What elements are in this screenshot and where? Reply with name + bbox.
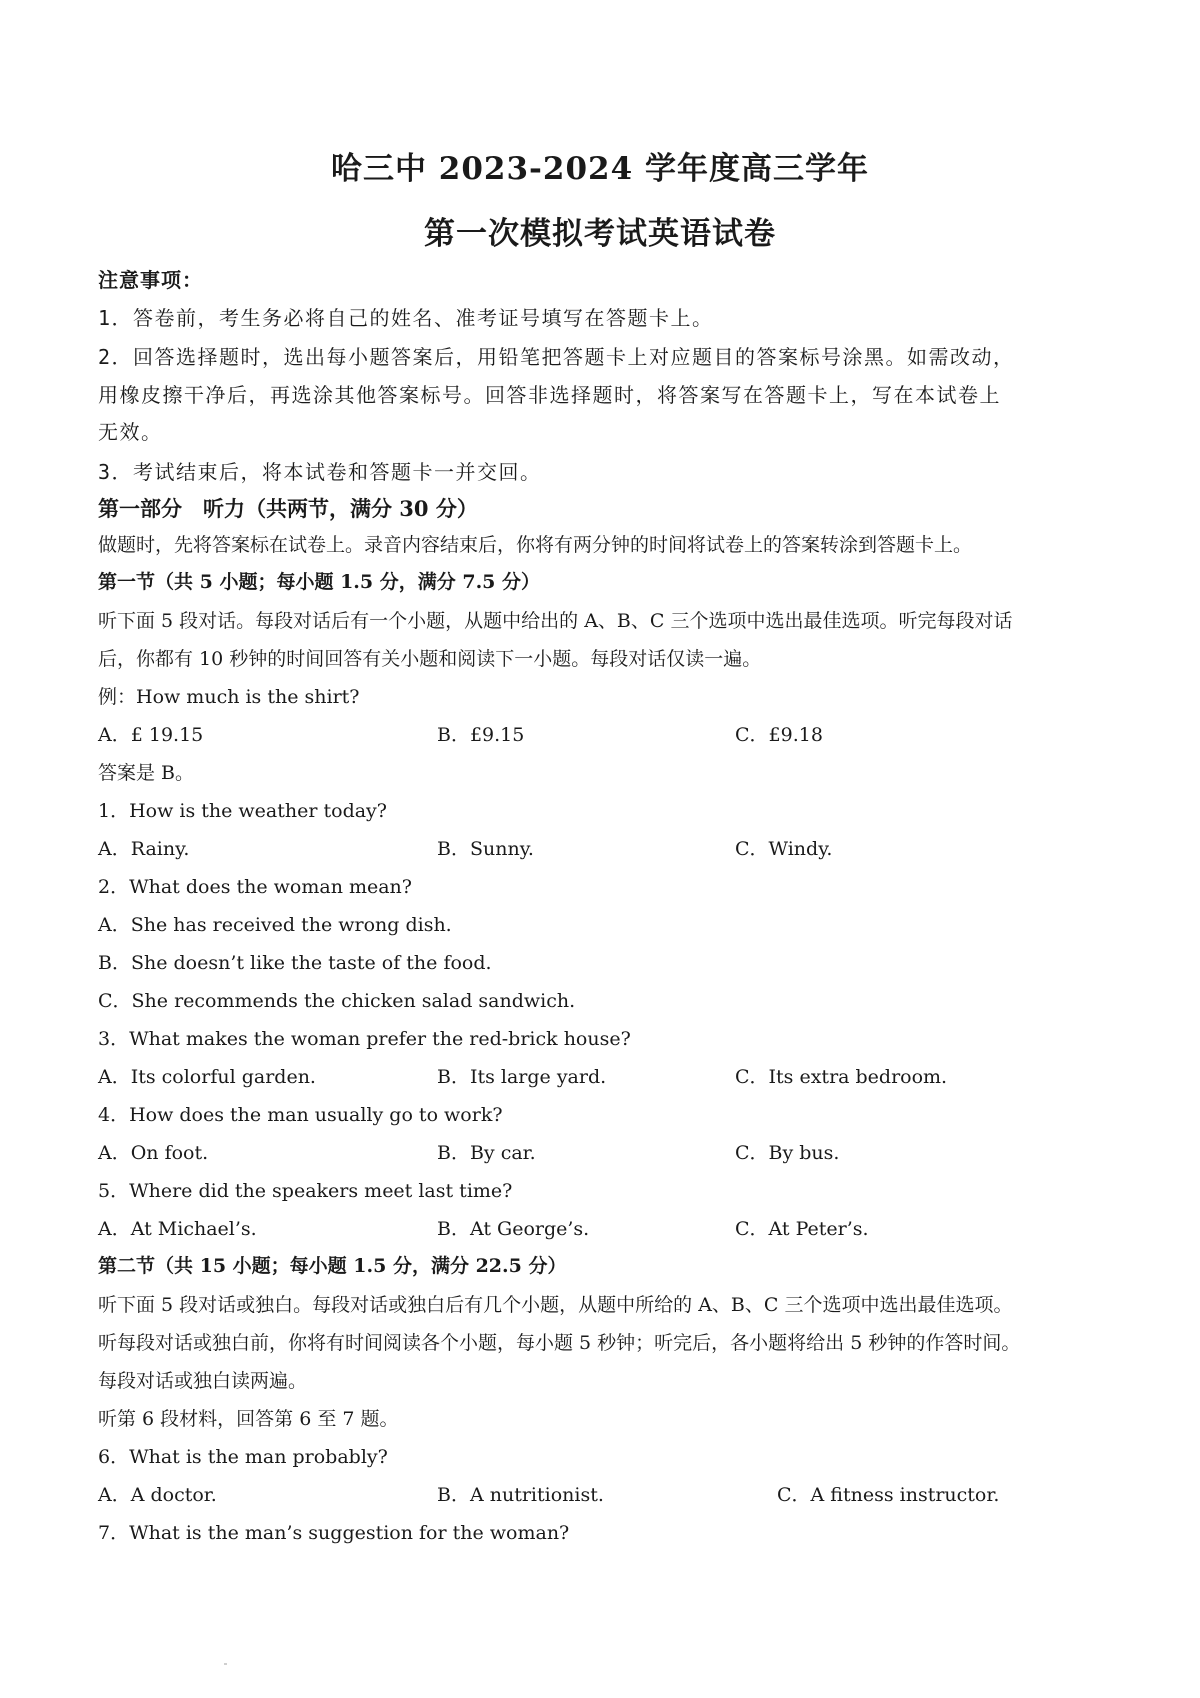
question-7: 7．What is the man’s suggestion for the woman? [98, 1522, 570, 1544]
question-2-option-c: C．She recommends the chicken salad sandwich. [98, 990, 576, 1012]
question-4-option-a: A．On foot. [98, 1142, 209, 1164]
question-2-option-a: A．She has received the wrong dish. [98, 914, 452, 936]
section2-instruction-line-3: 每段对话或独白读两遍。 [98, 1370, 308, 1392]
section2-heading: 第二节（共 15 小题；每小题 1.5 分，满分 22.5 分） [98, 1255, 567, 1277]
section2-instruction-line-2: 听每段对话或独白前，你将有时间阅读各个小题，每小题 5 秒钟；听完后，各小题将给出 5 秒钟的作答时间。 [98, 1332, 1021, 1354]
example-answer: 答案是 B。 [98, 762, 195, 784]
question-5-option-a: A．At Michael’s. [98, 1218, 257, 1240]
part1-heading: 第一部分 听力（共两节，满分 30 分） [98, 496, 478, 521]
question-3-option-c: C．Its extra bedroom. [735, 1066, 948, 1088]
exam-subtitle: 第一次模拟考试英语试卷 [424, 216, 776, 252]
notice-item-2-line-3: 无效。 [98, 420, 163, 444]
question-4-option-c: C．By bus. [735, 1142, 840, 1164]
section2-instruction-line-1: 听下面 5 段对话或独白。每段对话或独白后有几个小题，从题中所给的 A、B、C 三个选项中选出最佳选项。 [98, 1294, 1013, 1316]
example-question: 例：How much is the shirt? [98, 686, 360, 708]
question-1-option-b: B．Sunny. [437, 838, 534, 860]
question-5-option-c: C．At Peter’s. [735, 1218, 869, 1240]
question-6-option-c: C．A fitness instructor. [777, 1484, 1000, 1506]
question-6-option-a: A．A doctor. [98, 1484, 217, 1506]
question-1-option-a: A．Rainy. [98, 838, 190, 860]
question-6-option-b: B．A nutritionist. [437, 1484, 604, 1506]
question-2-option-b: B．She doesn’t like the taste of the food. [98, 952, 492, 974]
material-6-instruction: 听第 6 段材料，回答第 6 至 7 题。 [98, 1408, 399, 1430]
question-3-option-a: A．Its colorful garden. [98, 1066, 316, 1088]
example-option-b: B．£9.15 [437, 724, 525, 746]
section1-heading: 第一节（共 5 小题；每小题 1.5 分，满分 7.5 分） [98, 571, 541, 593]
question-5-option-b: B．At George’s. [437, 1218, 590, 1240]
notice-item-2-line-2: 用橡皮擦干净后，再选涂其他答案标号。回答非选择题时，将答案写在答题卡上，写在本试卷上 [98, 383, 1001, 407]
exam-title: 哈三中 2023-2024 学年度高三学年 [330, 151, 869, 187]
notice-item-1: 1．答卷前，考生务必将自己的姓名、准考证号填写在答题卡上。 [98, 306, 714, 330]
question-1-option-c: C．Windy. [735, 838, 833, 860]
question-6: 6．What is the man probably? [98, 1446, 388, 1468]
notice-item-2-line-1: 2．回答选择题时，选出每小题答案后，用铅笔把答题卡上对应题目的答案标号涂黑。如需改动， [98, 345, 1015, 369]
notice-item-3: 3．考试结束后，将本试卷和答题卡一并交回。 [98, 460, 542, 484]
example-option-a: A．£ 19.15 [98, 724, 204, 746]
section1-instruction-line-1: 听下面 5 段对话。每段对话后有一个小题，从题中给出的 A、B、C 三个选项中选出最佳选项。听完每段对话 [98, 610, 1013, 632]
scan-speck [224, 1663, 227, 1665]
question-3: 3．What makes the woman prefer the red-brick house? [98, 1028, 631, 1050]
example-option-c: C．£9.18 [735, 724, 823, 746]
question-3-option-b: B．Its large yard. [437, 1066, 607, 1088]
part1-instruction: 做题时，先将答案标在试卷上。录音内容结束后，你将有两分钟的时间将试卷上的答案转涂到答题卡上。 [98, 534, 973, 556]
question-2: 2．What does the woman mean? [98, 876, 412, 898]
question-4: 4．How does the man usually go to work? [98, 1104, 503, 1126]
question-5: 5．Where did the speakers meet last time? [98, 1180, 513, 1202]
notice-heading: 注意事项： [98, 268, 203, 292]
question-4-option-b: B．By car. [437, 1142, 536, 1164]
question-1: 1．How is the weather today? [98, 800, 387, 822]
section1-instruction-line-2: 后，你都有 10 秒钟的时间回答有关小题和阅读下一小题。每段对话仅读一遍。 [98, 648, 762, 670]
